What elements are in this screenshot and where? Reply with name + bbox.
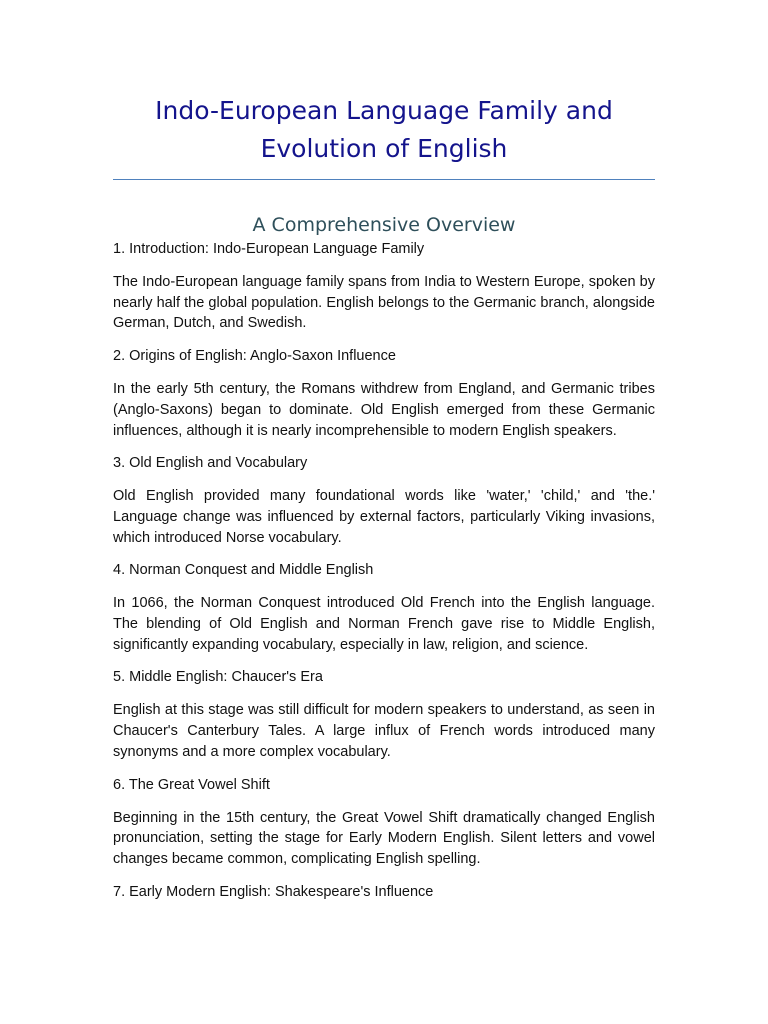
section <box>113 239 655 334</box>
title-divider <box>113 179 655 180</box>
document-subtitle: A Comprehensive Overview <box>252 214 516 236</box>
section-body: The Indo-European language family spans from India to Western Europe, spoken by nearly half the global population. English belongs to the Germanic branch, alongside German, Dutch, and Swedish. <box>113 274 655 332</box>
sections-list <box>113 239 655 903</box>
document-title: Indo-European Language Family and Evolution of English <box>155 96 613 163</box>
section <box>113 775 655 870</box>
section-heading: 4. Norman Conquest and Middle English <box>113 562 374 579</box>
section-body: Beginning in the 15th century, the Great Vowel Shift dramatically changed English pronunciation, setting the stage for Early Modern English. Silent letters and vowel changes became common, complicating English spelling. <box>113 809 655 867</box>
section-body: English at this stage was still difficult for modern speakers to understand, as seen in Chaucer's Canterbury Tales. A large influx of French words introduced many synonyms and a more complex vocabulary. <box>113 702 655 760</box>
section <box>113 453 655 548</box>
section-heading: 3. Old English and Vocabulary <box>113 455 308 472</box>
section <box>113 667 655 762</box>
section-body: In the early 5th century, the Romans withdrew from England, and Germanic tribes (Anglo-Saxons) began to dominate. Old English emerged from these Germanic influences, although it is nearly incomprehensible to modern English speakers. <box>113 381 655 439</box>
section <box>113 882 655 903</box>
section-heading: 7. Early Modern English: Shakespeare's Influence <box>113 883 434 900</box>
section-heading: 1. Introduction: Indo-European Language Family <box>113 241 425 257</box>
section-body: Old English provided many foundational words like 'water,' 'child,' and 'the.' Language change was influenced by external factors, particularly Viking invasions, which introduced Norse vocabulary. <box>113 488 655 546</box>
section-heading: 5. Middle English: Chaucer's Era <box>113 669 323 686</box>
document-page <box>113 92 655 915</box>
section-heading: 6. The Great Vowel Shift <box>113 776 270 793</box>
section <box>113 560 655 655</box>
section <box>113 346 655 441</box>
section-body: In 1066, the Norman Conquest introduced Old French into the English language. The blending of Old English and Norman French gave rise to Middle English, significantly expanding vocabulary, especially in law, religion, and science. <box>113 595 655 653</box>
section-heading: 2. Origins of English: Anglo-Saxon Influence <box>113 348 396 365</box>
